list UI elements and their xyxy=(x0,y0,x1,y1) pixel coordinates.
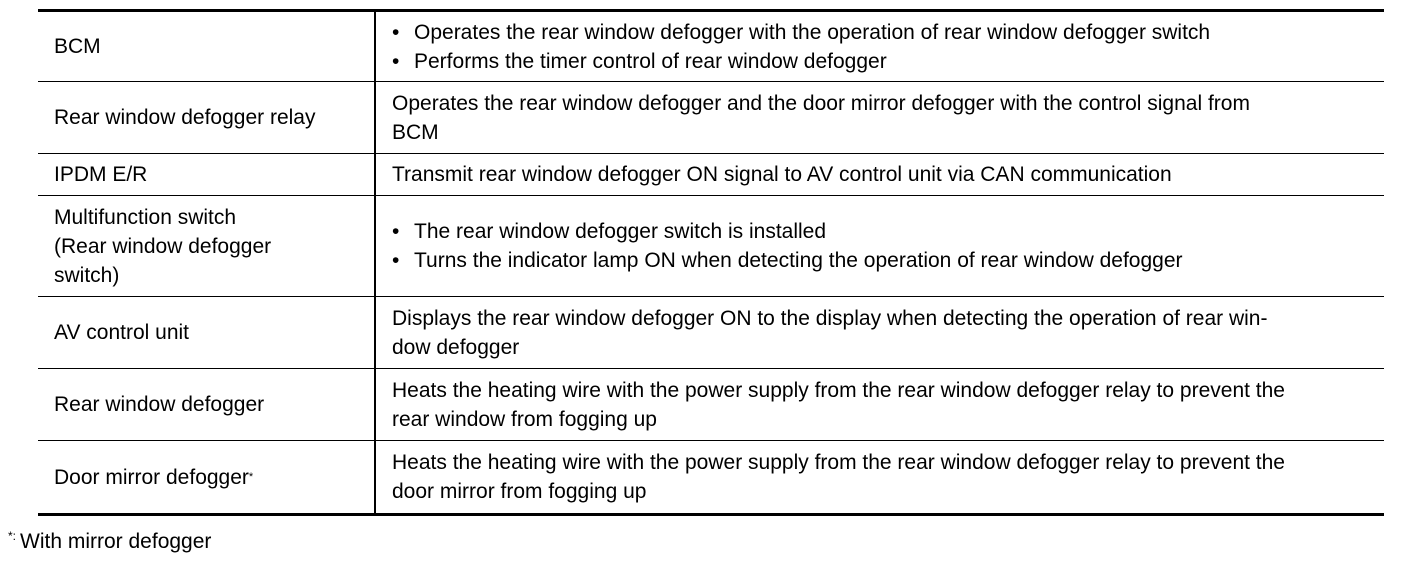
component-function-cell xyxy=(376,12,1384,81)
bullet-text: The rear window defogger switch is installed xyxy=(414,220,827,243)
footnote-mark: *: xyxy=(8,529,17,543)
component-name: Door mirror defogger xyxy=(54,465,249,489)
component-name-cell xyxy=(38,369,376,440)
component-function-cell xyxy=(376,82,1384,153)
bullet-text: Turns the indicator lamp ON when detecting the operation of rear window defogger xyxy=(414,249,1183,272)
table-footnote xyxy=(8,527,211,556)
table-row xyxy=(38,297,1384,369)
component-name-cell xyxy=(38,196,376,296)
function-text-line: Transmit rear window defogger ON signal to AV control unit via CAN communication xyxy=(392,163,1172,186)
function-text-line: door mirror from fogging up xyxy=(392,480,647,503)
table-row xyxy=(38,369,1384,441)
function-text-line: BCM xyxy=(392,120,439,144)
component-name-line: Multifunction switch xyxy=(54,205,237,229)
component-name-cell xyxy=(38,12,376,81)
bullet-item xyxy=(392,18,1374,47)
bullet-text: Performs the timer control of rear window defogger xyxy=(414,49,887,73)
component-function-cell xyxy=(376,297,1384,368)
component-name-cell xyxy=(38,154,376,195)
component-name-line: (Rear window defogger xyxy=(54,234,272,258)
bullet-item xyxy=(392,47,1374,76)
bullet-mark: • xyxy=(392,49,400,73)
component-name-cell: Door mirror defogger * xyxy=(38,441,376,513)
footnote-text: With mirror defogger xyxy=(20,530,212,553)
component-name-cell xyxy=(38,297,376,368)
component-name-line: switch) xyxy=(54,263,120,287)
bullet-item xyxy=(392,217,1374,246)
component-name-cell xyxy=(38,82,376,153)
component-function-cell xyxy=(376,154,1384,195)
function-text-line: Heats the heating wire with the power supply from the rear window defogger relay to prevent the xyxy=(392,378,1285,402)
component-name: IPDM E/R xyxy=(54,163,148,186)
component-description-table xyxy=(38,9,1384,516)
component-name: Rear window defogger relay xyxy=(54,106,316,129)
function-text-line: Heats the heating wire with the power supply from the rear window defogger relay to prevent the xyxy=(392,451,1285,474)
table-row xyxy=(38,154,1384,196)
table-row xyxy=(38,196,1384,297)
bullet-mark: • xyxy=(392,20,400,44)
table-row xyxy=(38,82,1384,154)
component-function-cell xyxy=(376,369,1384,440)
function-text-line: Displays the rear window defogger ON to the display when detecting the operation of rear win- xyxy=(392,306,1268,330)
component-function-cell xyxy=(376,196,1384,296)
table-row xyxy=(38,12,1384,82)
component-function-cell xyxy=(376,441,1384,513)
component-name: BCM xyxy=(54,35,101,58)
function-text-line: rear window from fogging up xyxy=(392,407,657,431)
table-row xyxy=(38,441,1384,513)
bullet-mark: • xyxy=(392,249,400,272)
bullet-mark: • xyxy=(392,220,400,243)
component-name: AV control unit xyxy=(54,321,190,344)
bullet-text: Operates the rear window defogger with the operation of rear window defogger switch xyxy=(414,20,1211,44)
component-name: Rear window defogger xyxy=(54,393,265,416)
function-text-line: dow defogger xyxy=(392,335,520,359)
bullet-item xyxy=(392,246,1374,275)
function-text-line: Operates the rear window defogger and the door mirror defogger with the control signal from xyxy=(392,91,1250,115)
